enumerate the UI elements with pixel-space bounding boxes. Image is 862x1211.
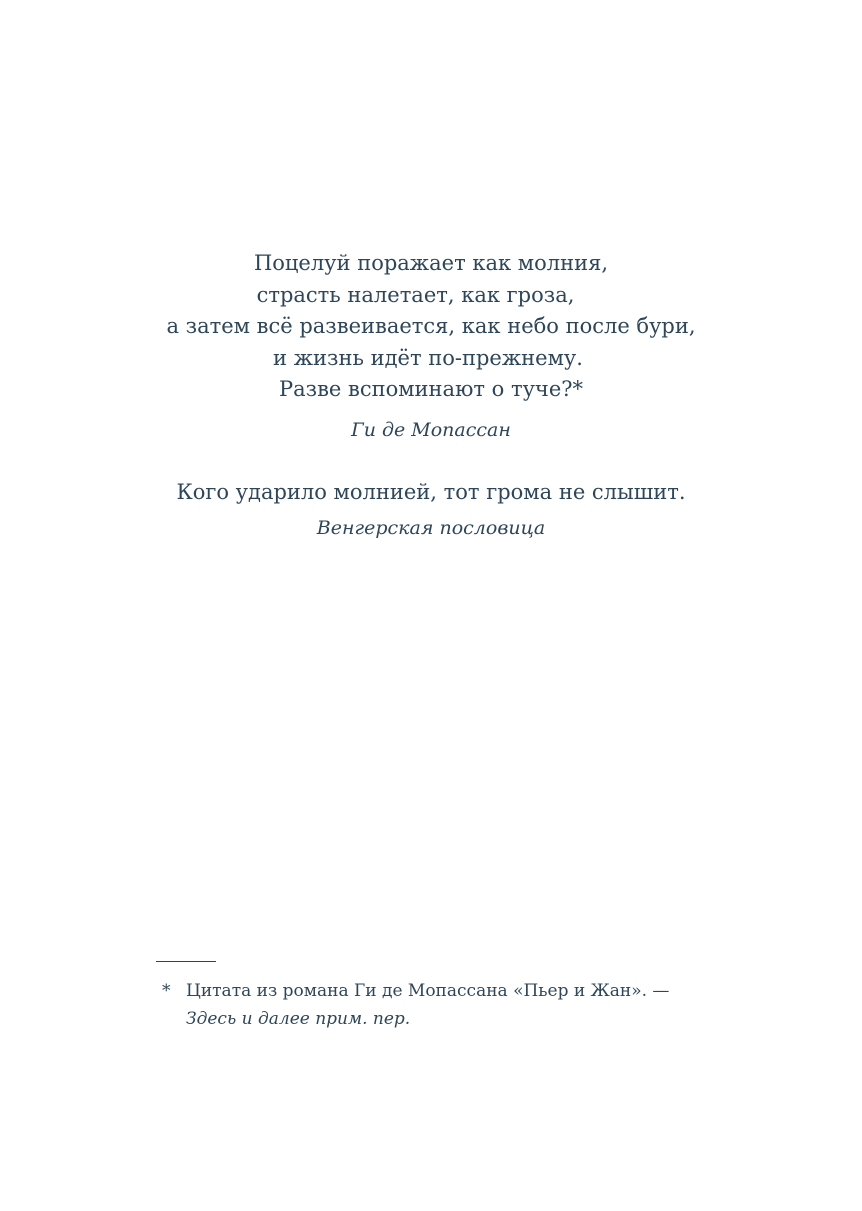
epigraph-maupassant <box>0 248 862 444</box>
verse-line: Разве вспоминают о туче?* <box>278 377 584 401</box>
footnote-marker: * <box>162 981 171 1001</box>
proverb-text: Кого ударило молнией, тот грома не слышит. <box>176 480 686 504</box>
footnote-divider <box>156 961 216 962</box>
footnote <box>162 977 682 1033</box>
footnote-translator-note: Здесь и далее прим. пер. <box>186 1009 411 1029</box>
verse-line: и жизнь идёт по-прежнему. <box>273 345 583 370</box>
epigraph-attribution: Ги де Мопассан <box>351 418 511 441</box>
verse-line: а затем всё развеивается, как небо после бури, <box>166 314 696 338</box>
verse-line: Поцелуй поражает как молния, <box>253 251 609 275</box>
proverb-attribution: Венгерская пословица <box>316 517 546 539</box>
epigraph-proverb <box>0 478 862 542</box>
verse-line: страсть налетает, как гроза, <box>256 282 575 307</box>
footnote-text: Цитата из романа Ги де Мопассана «Пьер и Жан». — <box>186 981 670 1001</box>
